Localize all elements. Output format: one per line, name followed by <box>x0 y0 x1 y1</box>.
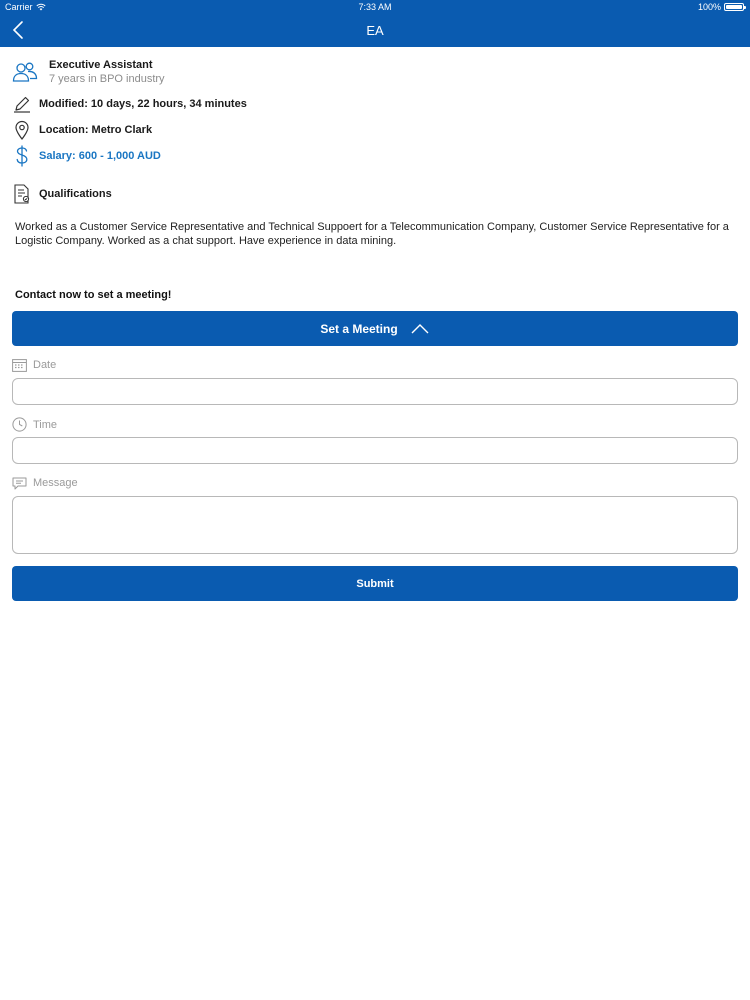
pencil-icon <box>12 94 32 114</box>
job-experience: 7 years in BPO industry <box>49 73 165 85</box>
message-label: Message <box>33 477 78 489</box>
time-field[interactable] <box>12 437 738 464</box>
message-label-row <box>12 476 78 490</box>
qualifications-row <box>12 184 112 204</box>
job-title: Executive Assistant <box>49 59 153 71</box>
clock-icon <box>12 417 27 432</box>
job-title-row <box>12 59 165 85</box>
date-label-row <box>12 358 56 372</box>
contact-prompt: Contact now to set a meeting! <box>15 289 172 301</box>
message-field[interactable] <box>12 496 738 554</box>
battery-icon <box>724 3 744 11</box>
navigation-bar <box>0 14 750 47</box>
people-icon <box>12 61 38 83</box>
set-meeting-button[interactable] <box>12 311 738 346</box>
battery-indicator <box>698 2 744 12</box>
page-title: EA <box>366 23 384 38</box>
status-bar <box>0 0 750 14</box>
location-row <box>12 120 152 140</box>
salary-text: Salary: 600 - 1,000 AUD <box>39 150 161 162</box>
carrier-label: Carrier <box>5 2 33 12</box>
modified-row <box>12 94 247 114</box>
document-icon <box>12 184 32 204</box>
battery-percent: 100% <box>697 2 721 12</box>
time-label-row <box>12 417 57 432</box>
salary-row <box>12 146 161 166</box>
time-label: Time <box>33 418 58 431</box>
location-text: Location: Metro Clark <box>39 124 153 136</box>
calendar-icon <box>12 358 27 372</box>
location-pin-icon <box>12 120 32 140</box>
status-time: 7:33 AM <box>358 2 392 12</box>
chevron-up-icon <box>410 323 430 335</box>
date-label: Date <box>33 359 57 371</box>
set-meeting-label: Set a Meeting <box>320 321 398 336</box>
modified-text: Modified: 10 days, 22 hours, 34 minutes <box>39 98 247 110</box>
qualifications-text: Worked as a Customer Service Representative and Technical Suppoert for a Telecommunication Company, Customer Service Representative for a Logistic Company. Worked as a chat support. Have experience in data mining. <box>15 221 729 247</box>
chat-bubble-icon <box>12 476 27 490</box>
qualifications-heading: Qualifications <box>39 188 112 200</box>
date-field[interactable] <box>12 378 738 405</box>
submit-button[interactable] <box>12 566 738 601</box>
dollar-icon <box>12 146 32 166</box>
submit-label: Submit <box>356 577 394 590</box>
job-title-block <box>49 59 165 85</box>
